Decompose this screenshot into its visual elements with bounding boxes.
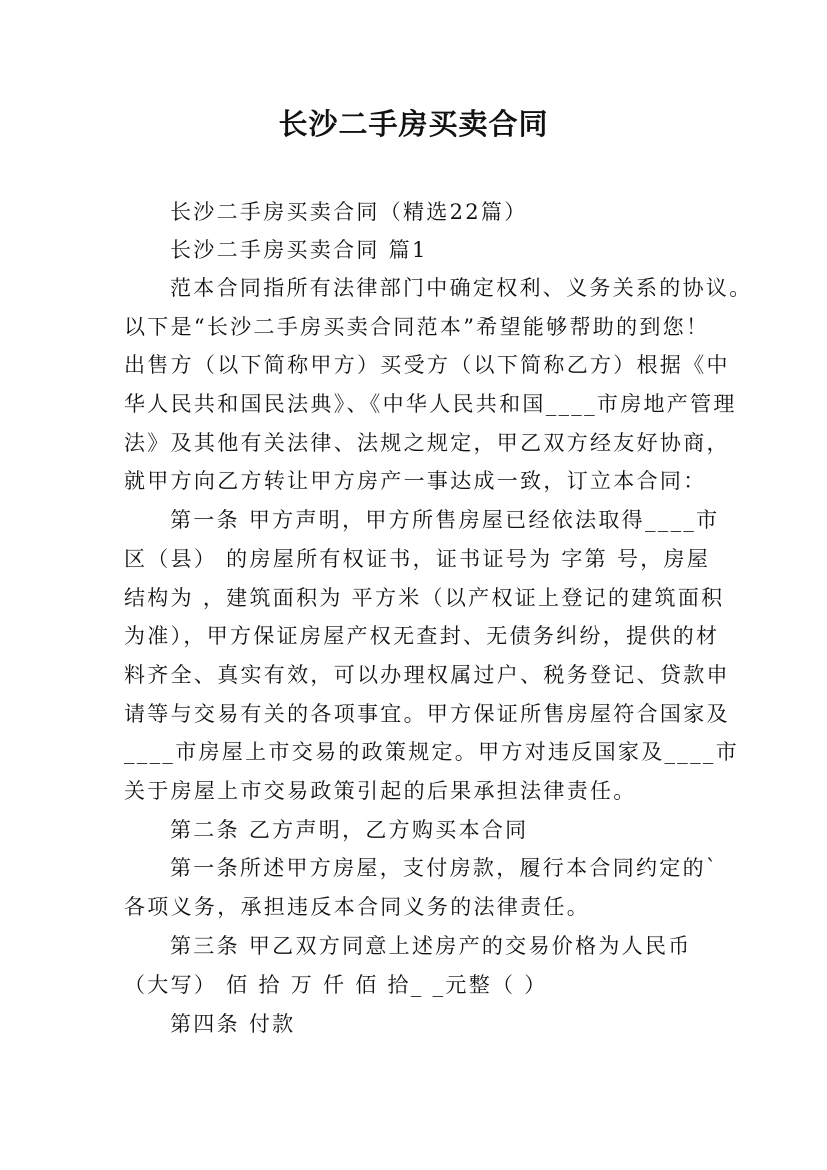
paragraph-line: 以下是“长沙二手房买卖合同范本”希望能够帮助的到您！ — [124, 315, 710, 339]
document-title: 长沙二手房买卖合同 — [278, 107, 549, 141]
article-1-line: 请等与交易有关的各项事宜。甲方保证所售房屋符合国家及 — [124, 702, 730, 726]
paragraph-line: 华人民共和国民法典》、《中华人民共和国____市房地产管理 — [124, 392, 737, 416]
article-2-line: 各项义务，承担违反本合同义务的法律责任。 — [124, 895, 590, 919]
paragraph-line: 出售方（以下简称甲方）买受方（以下简称乙方）根据《中 — [124, 353, 730, 377]
article-3-line: 第三条 甲乙双方同意上述房产的交易价格为人民币 — [170, 934, 692, 958]
article-1-line: 关于房屋上市交易政策引起的后果承担法律责任。 — [124, 779, 637, 803]
article-4-heading: 第四条 付款 — [170, 1012, 296, 1036]
article-2-line: 第一条所述甲方房屋，支付房款，履行本合同约定的` — [170, 856, 719, 880]
article-1-line: 区（县） 的房屋所有权证书，证书证号为 字第 号，房屋 — [124, 547, 711, 571]
article-3-line: （大写） 佰 拾 万 仟 佰 拾_ _元整（ ） — [124, 973, 548, 997]
article-2-line: 第二条 乙方声明，乙方购买本合同 — [170, 818, 529, 842]
paragraph-line: 法》及其他有关法律、法规之规定，甲乙双方经友好协商， — [124, 431, 730, 455]
article-1-line: 结构为 ，建筑面积为 平方米（以产权证上登记的建筑面积 — [124, 586, 725, 610]
article-1-line: ____市房屋上市交易的政策规定。甲方对违反国家及____市 — [124, 740, 739, 764]
article-1-line: 为准），甲方保证房屋产权无查封、无债务纠纷，提供的材 — [124, 624, 720, 648]
article-1-line: 第一条 甲方声明，甲方所售房屋已经依法取得____市 — [170, 508, 720, 532]
chapter-heading: 长沙二手房买卖合同 篇1 — [170, 238, 428, 262]
paragraph-line: 范本合同指所有法律部门中确定权利、义务关系的协议。 — [170, 276, 753, 300]
paragraph-line: 就甲方向乙方转让甲方房产一事达成一致，订立本合同： — [124, 469, 707, 493]
article-1-line: 料齐全、真实有效，可以办理权属过户、税务登记、贷款申 — [124, 663, 730, 687]
subtitle-line: 长沙二手房买卖合同（精选22篇） — [170, 200, 528, 224]
